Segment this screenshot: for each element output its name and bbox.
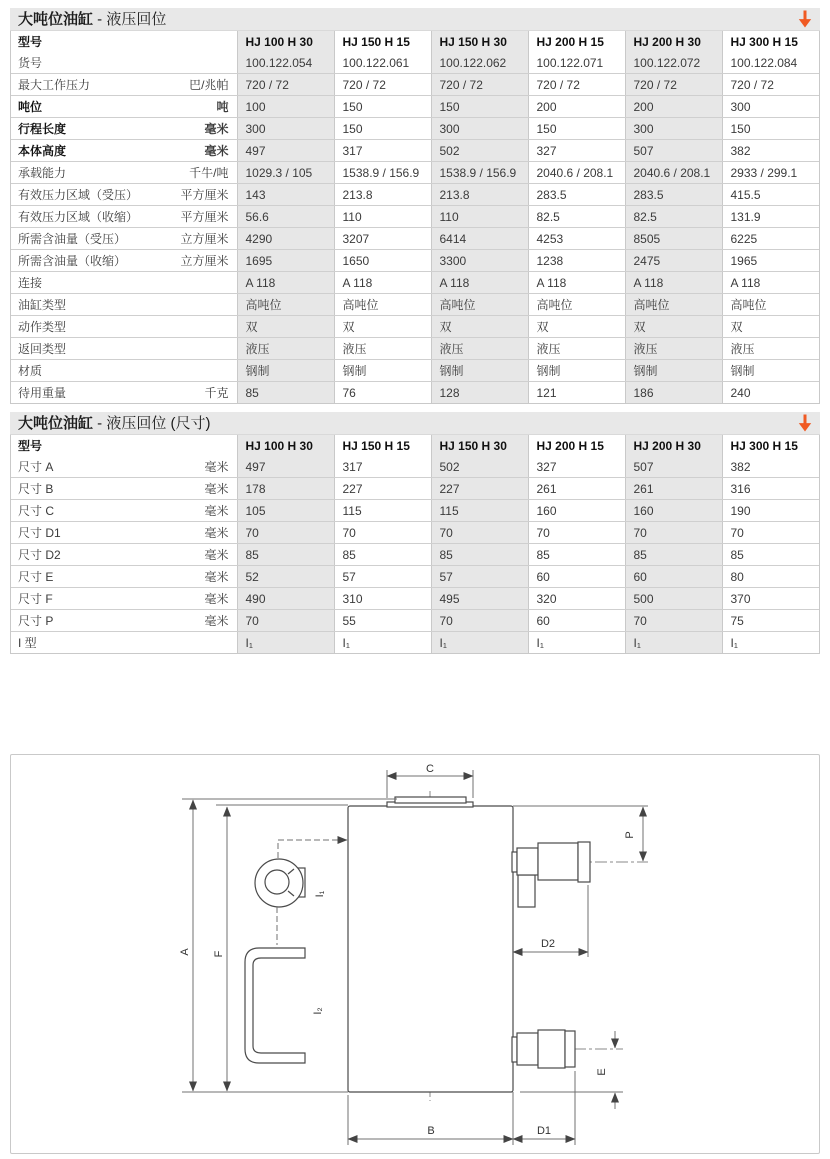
value-cell: 128 <box>431 382 528 404</box>
value-cell: 双 <box>722 316 819 338</box>
value-cell: 415.5 <box>722 184 819 206</box>
table-row <box>11 610 819 632</box>
table1-titlebar <box>10 8 820 31</box>
row-label: 本体高度 <box>18 144 67 158</box>
dim-label-c: C <box>426 763 434 775</box>
value-cell: 70 <box>528 522 625 544</box>
table-row <box>11 250 819 272</box>
value-cell: 液压 <box>237 338 334 360</box>
value-cell: 57 <box>334 566 431 588</box>
value-cell: 双 <box>528 316 625 338</box>
value-cell: I₁ <box>528 632 625 654</box>
value-cell: 高吨位 <box>722 294 819 316</box>
table-row <box>11 478 819 500</box>
value-cell: 85 <box>237 382 334 404</box>
row-unit: 毫米 <box>204 592 229 606</box>
table-row <box>11 140 819 162</box>
value-cell: 110 <box>431 206 528 228</box>
table-row <box>11 522 819 544</box>
table2-title <box>18 412 211 435</box>
value-cell: 55 <box>334 610 431 632</box>
value-cell: 213.8 <box>431 184 528 206</box>
orange-down-arrow-icon <box>798 414 812 432</box>
value-cell: 4290 <box>237 228 334 250</box>
value-cell: A 118 <box>722 272 819 294</box>
table-row <box>11 162 819 184</box>
value-cell: 300 <box>625 118 722 140</box>
value-cell: 85 <box>237 544 334 566</box>
column-header-model: HJ 150 H 15 <box>334 31 431 52</box>
value-cell: 100 <box>237 96 334 118</box>
value-cell: 261 <box>625 478 722 500</box>
table-row <box>11 206 819 228</box>
upper-coupler <box>512 842 590 907</box>
value-cell: 720 / 72 <box>625 74 722 96</box>
value-cell: 75 <box>722 610 819 632</box>
row-label: 油缸类型 <box>18 298 67 312</box>
value-cell: 720 / 72 <box>722 74 819 96</box>
row-label: 尺寸 A <box>18 460 54 474</box>
table-row <box>11 544 819 566</box>
saddle-top <box>395 797 466 803</box>
value-cell: 液压 <box>431 338 528 360</box>
column-header-model: HJ 300 H 15 <box>722 31 819 52</box>
row-label: 所需含油量（收缩） <box>18 254 127 268</box>
row-label-cell <box>11 610 237 632</box>
value-cell: 液压 <box>625 338 722 360</box>
value-cell: 720 / 72 <box>237 74 334 96</box>
value-cell: 85 <box>722 544 819 566</box>
value-cell: 液压 <box>528 338 625 360</box>
value-cell: 121 <box>528 382 625 404</box>
row-label: 有效压力区域（受压） <box>18 188 139 202</box>
table-row <box>11 184 819 206</box>
value-cell: 70 <box>625 610 722 632</box>
row-label-cell <box>11 316 237 338</box>
table-row <box>11 316 819 338</box>
row-label-cell <box>11 228 237 250</box>
table2-title-main: 大吨位油缸 <box>18 414 94 432</box>
value-cell: 80 <box>722 566 819 588</box>
table2-box <box>10 435 820 654</box>
row-label-cell <box>11 566 237 588</box>
table-row <box>11 588 819 610</box>
value-cell: 327 <box>528 456 625 478</box>
value-cell: 85 <box>334 544 431 566</box>
value-cell: 6414 <box>431 228 528 250</box>
row-label-cell <box>11 632 237 654</box>
value-cell: 82.5 <box>625 206 722 228</box>
row-label-cell <box>11 52 237 74</box>
row-label: 动作类型 <box>18 320 67 334</box>
row-label: 承载能力 <box>18 166 67 180</box>
value-cell: 150 <box>431 96 528 118</box>
value-cell: 310 <box>334 588 431 610</box>
spec-table <box>11 31 819 403</box>
value-cell: 76 <box>334 382 431 404</box>
row-unit: 毫米 <box>204 482 229 496</box>
column-header-model: HJ 150 H 30 <box>431 435 528 456</box>
row-label-cell <box>11 250 237 272</box>
value-cell: 100.122.061 <box>334 52 431 74</box>
row-label: 连接 <box>18 276 43 290</box>
value-cell: 300 <box>431 118 528 140</box>
table2-titlebar <box>10 412 820 435</box>
table-row <box>11 360 819 382</box>
value-cell: 316 <box>722 478 819 500</box>
row-label-cell <box>11 118 237 140</box>
dim-label-i1: I₁ <box>314 890 326 898</box>
value-cell: 高吨位 <box>625 294 722 316</box>
table-row <box>11 228 819 250</box>
spec-table-section <box>10 8 820 404</box>
value-cell: 370 <box>722 588 819 610</box>
row-label-cell <box>11 184 237 206</box>
table-row <box>11 500 819 522</box>
value-cell: 150 <box>334 118 431 140</box>
row-label: 所需含油量（受压） <box>18 232 127 246</box>
table-row <box>11 74 819 96</box>
value-cell: 720 / 72 <box>431 74 528 96</box>
value-cell: 100.122.054 <box>237 52 334 74</box>
value-cell: 70 <box>334 522 431 544</box>
value-cell: 500 <box>625 588 722 610</box>
value-cell: 131.9 <box>722 206 819 228</box>
column-header-model: HJ 100 H 30 <box>237 31 334 52</box>
value-cell: 150 <box>528 118 625 140</box>
dim-label-d2: D2 <box>540 938 556 950</box>
value-cell: 1538.9 / 156.9 <box>334 162 431 184</box>
row-label: 有效压力区域（收缩） <box>18 210 139 224</box>
value-cell: 110 <box>334 206 431 228</box>
row-unit: 平方厘米 <box>180 210 229 224</box>
value-cell: 液压 <box>334 338 431 360</box>
value-cell: 261 <box>528 478 625 500</box>
row-unit: 立方厘米 <box>180 232 229 246</box>
value-cell: A 118 <box>625 272 722 294</box>
row-label-cell <box>11 544 237 566</box>
value-cell: 100.122.071 <box>528 52 625 74</box>
value-cell: 高吨位 <box>431 294 528 316</box>
row-unit: 吨 <box>216 100 229 114</box>
table1-title-main: 大吨位油缸 <box>18 10 94 28</box>
value-cell: 高吨位 <box>528 294 625 316</box>
column-header-model: HJ 200 H 15 <box>528 435 625 456</box>
row-label-cell <box>11 588 237 610</box>
value-cell: A 118 <box>431 272 528 294</box>
value-cell: I₁ <box>334 632 431 654</box>
value-cell: 283.5 <box>528 184 625 206</box>
row-label: 尺寸 D2 <box>18 548 61 562</box>
dim-label-a: A <box>179 948 191 956</box>
row-unit: 立方厘米 <box>180 254 229 268</box>
row-label: 尺寸 E <box>18 570 54 584</box>
value-cell: I₁ <box>722 632 819 654</box>
column-header-model: HJ 200 H 15 <box>528 31 625 52</box>
value-cell: 300 <box>237 118 334 140</box>
row-unit: 毫米 <box>204 526 229 540</box>
value-cell: 70 <box>237 522 334 544</box>
dim-label-i2: I₂ <box>312 1007 324 1015</box>
row-label: 尺寸 B <box>18 482 54 496</box>
value-cell: 283.5 <box>625 184 722 206</box>
value-cell: 497 <box>237 456 334 478</box>
row-unit: 巴/兆帕 <box>189 78 229 92</box>
column-header-model: HJ 200 H 30 <box>625 435 722 456</box>
row-label: 尺寸 P <box>18 614 54 628</box>
table-row <box>11 338 819 360</box>
value-cell: 钢制 <box>334 360 431 382</box>
row-label-cell <box>11 338 237 360</box>
row-unit: 毫米 <box>204 614 229 628</box>
value-cell: 490 <box>237 588 334 610</box>
row-unit: 毫米 <box>204 460 229 474</box>
value-cell: 502 <box>431 140 528 162</box>
column-header-label: 型号 <box>18 439 43 453</box>
table-row <box>11 294 819 316</box>
value-cell: 56.6 <box>237 206 334 228</box>
dimension-table-section <box>10 412 820 654</box>
value-cell: 497 <box>237 140 334 162</box>
column-header-label: 型号 <box>18 35 43 49</box>
value-cell: 240 <box>722 382 819 404</box>
column-header-model: HJ 100 H 30 <box>237 435 334 456</box>
value-cell: 双 <box>334 316 431 338</box>
value-cell: 100.122.062 <box>431 52 528 74</box>
table-row <box>11 118 819 140</box>
value-cell: 382 <box>722 456 819 478</box>
value-cell: 100.122.084 <box>722 52 819 74</box>
value-cell: 720 / 72 <box>528 74 625 96</box>
value-cell: 178 <box>237 478 334 500</box>
value-cell: 317 <box>334 140 431 162</box>
row-label-cell <box>11 360 237 382</box>
table-row <box>11 632 819 654</box>
lower-coupler <box>512 1030 575 1068</box>
value-cell: 1650 <box>334 250 431 272</box>
value-cell: 1695 <box>237 250 334 272</box>
value-cell: 双 <box>625 316 722 338</box>
table-row <box>11 456 819 478</box>
value-cell: 57 <box>431 566 528 588</box>
value-cell: 507 <box>625 140 722 162</box>
value-cell: 200 <box>528 96 625 118</box>
value-cell: 186 <box>625 382 722 404</box>
value-cell: 70 <box>625 522 722 544</box>
value-cell: 382 <box>722 140 819 162</box>
value-cell: 60 <box>528 610 625 632</box>
dimension-table <box>11 435 819 653</box>
value-cell: 70 <box>237 610 334 632</box>
cylinder-body <box>348 797 513 1092</box>
value-cell: 82.5 <box>528 206 625 228</box>
value-cell: 160 <box>528 500 625 522</box>
table1-title <box>18 8 166 31</box>
table-row <box>11 272 819 294</box>
table2-title-rest: - 液压回位 (尺寸) <box>93 414 211 432</box>
value-cell: 327 <box>528 140 625 162</box>
row-label: 货号 <box>18 56 43 70</box>
value-cell: A 118 <box>528 272 625 294</box>
row-label: I 型 <box>18 636 37 650</box>
value-cell: 115 <box>431 500 528 522</box>
table-row <box>11 96 819 118</box>
row-unit: 千牛/吨 <box>189 166 229 180</box>
row-label: 行程长度 <box>18 122 67 136</box>
value-cell: 3300 <box>431 250 528 272</box>
value-cell: 2040.6 / 208.1 <box>528 162 625 184</box>
dim-label-e: E <box>596 1068 608 1076</box>
dim-label-f: F <box>213 950 225 958</box>
value-cell: 85 <box>528 544 625 566</box>
value-cell: 105 <box>237 500 334 522</box>
value-cell: 100.122.072 <box>625 52 722 74</box>
row-label-cell <box>11 272 237 294</box>
value-cell: 双 <box>431 316 528 338</box>
value-cell: 2475 <box>625 250 722 272</box>
value-cell: 3207 <box>334 228 431 250</box>
value-cell: 720 / 72 <box>334 74 431 96</box>
value-cell: 227 <box>431 478 528 500</box>
row-label-cell <box>11 294 237 316</box>
value-cell: 钢制 <box>722 360 819 382</box>
row-unit: 平方厘米 <box>180 188 229 202</box>
value-cell: 320 <box>528 588 625 610</box>
value-cell: 1538.9 / 156.9 <box>431 162 528 184</box>
value-cell: 70 <box>431 522 528 544</box>
value-cell: 钢制 <box>528 360 625 382</box>
row-label: 吨位 <box>18 100 43 114</box>
carry-handle <box>245 948 305 1063</box>
value-cell: 1965 <box>722 250 819 272</box>
row-unit: 毫米 <box>204 122 229 136</box>
row-label-cell <box>11 522 237 544</box>
table-row <box>11 566 819 588</box>
value-cell: 213.8 <box>334 184 431 206</box>
value-cell: 4253 <box>528 228 625 250</box>
dim-label-b: B <box>427 1125 435 1137</box>
value-cell: 502 <box>431 456 528 478</box>
value-cell: 液压 <box>722 338 819 360</box>
row-label-cell <box>11 96 237 118</box>
dim-label-d1: D1 <box>536 1125 552 1137</box>
value-cell: 317 <box>334 456 431 478</box>
value-cell: 507 <box>625 456 722 478</box>
value-cell: 1029.3 / 105 <box>237 162 334 184</box>
column-header-model: HJ 300 H 15 <box>722 435 819 456</box>
lifting-eye <box>255 859 305 907</box>
row-label-cell <box>11 456 237 478</box>
value-cell: 60 <box>528 566 625 588</box>
value-cell: 115 <box>334 500 431 522</box>
table1-box <box>10 31 820 404</box>
value-cell: 150 <box>722 118 819 140</box>
value-cell: 200 <box>625 96 722 118</box>
value-cell: 60 <box>625 566 722 588</box>
technical-drawing-panel <box>10 754 820 1154</box>
row-label-cell <box>11 162 237 184</box>
value-cell: A 118 <box>334 272 431 294</box>
value-cell: 8505 <box>625 228 722 250</box>
row-label: 尺寸 F <box>18 592 53 606</box>
value-cell: 6225 <box>722 228 819 250</box>
value-cell: 70 <box>431 610 528 632</box>
row-label: 材质 <box>18 364 43 378</box>
row-label: 最大工作压力 <box>18 78 91 92</box>
value-cell: A 118 <box>237 272 334 294</box>
value-cell: I₁ <box>431 632 528 654</box>
value-cell: 70 <box>722 522 819 544</box>
value-cell: 85 <box>625 544 722 566</box>
column-header-model: HJ 150 H 15 <box>334 435 431 456</box>
value-cell: 双 <box>237 316 334 338</box>
row-unit: 千克 <box>204 386 229 400</box>
row-label: 待用重量 <box>18 386 67 400</box>
value-cell: 1238 <box>528 250 625 272</box>
row-label-cell <box>11 478 237 500</box>
table-row <box>11 52 819 74</box>
value-cell: 190 <box>722 500 819 522</box>
row-label-cell <box>11 206 237 228</box>
value-cell: 钢制 <box>431 360 528 382</box>
value-cell: 高吨位 <box>237 294 334 316</box>
row-label-cell <box>11 74 237 96</box>
orange-down-arrow-icon <box>798 10 812 28</box>
table-row <box>11 382 819 404</box>
value-cell: 2933 / 299.1 <box>722 162 819 184</box>
value-cell: 160 <box>625 500 722 522</box>
row-label-cell <box>11 382 237 404</box>
row-unit: 毫米 <box>204 548 229 562</box>
value-cell: I₁ <box>237 632 334 654</box>
dim-label-p: P <box>624 831 636 839</box>
column-header-model: HJ 150 H 30 <box>431 31 528 52</box>
value-cell: I₁ <box>625 632 722 654</box>
row-unit: 毫米 <box>204 504 229 518</box>
value-cell: 2040.6 / 208.1 <box>625 162 722 184</box>
value-cell: 150 <box>334 96 431 118</box>
value-cell: 52 <box>237 566 334 588</box>
value-cell: 高吨位 <box>334 294 431 316</box>
value-cell: 495 <box>431 588 528 610</box>
value-cell: 227 <box>334 478 431 500</box>
row-label: 尺寸 D1 <box>18 526 61 540</box>
row-unit: 毫米 <box>204 144 229 158</box>
row-unit: 毫米 <box>204 570 229 584</box>
row-label-cell <box>11 140 237 162</box>
value-cell: 300 <box>722 96 819 118</box>
value-cell: 85 <box>431 544 528 566</box>
value-cell: 钢制 <box>625 360 722 382</box>
table1-title-rest: - 液压回位 <box>93 10 167 28</box>
value-cell: 143 <box>237 184 334 206</box>
row-label: 尺寸 C <box>18 504 55 518</box>
row-label-cell <box>11 500 237 522</box>
column-header-model: HJ 200 H 30 <box>625 31 722 52</box>
cylinder-dimension-drawing <box>11 755 819 1153</box>
row-label: 返回类型 <box>18 342 67 356</box>
value-cell: 钢制 <box>237 360 334 382</box>
